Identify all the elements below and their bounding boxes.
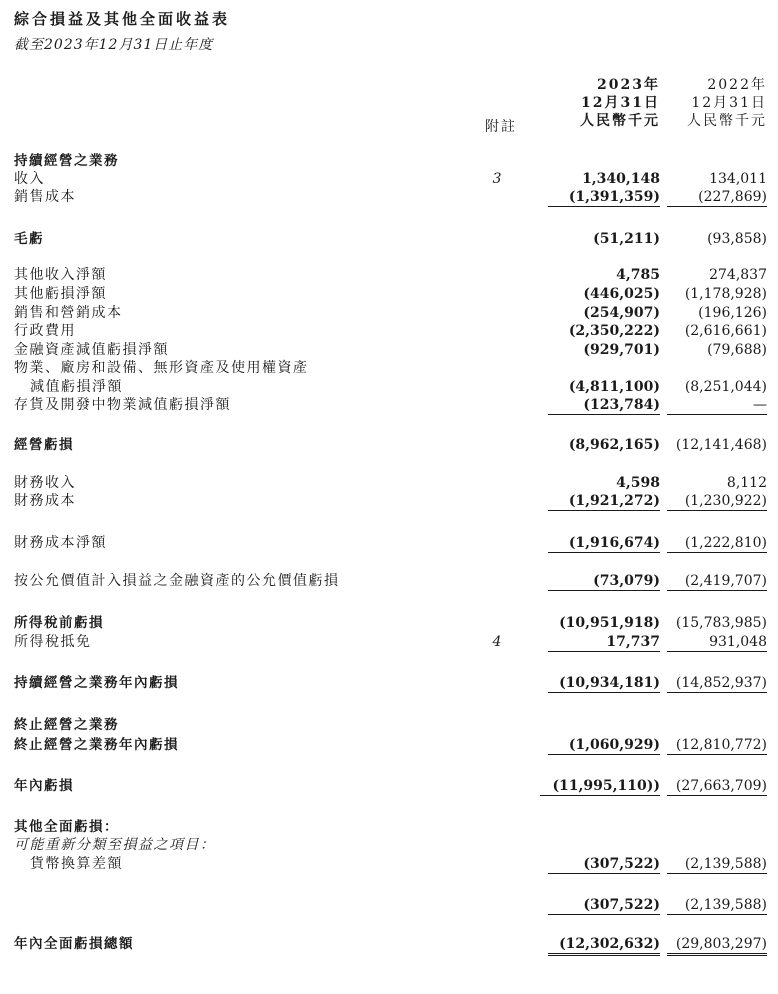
row-label: 其他虧損淨額 <box>14 286 107 302</box>
row-current-year-value: 17,737 <box>548 633 660 652</box>
row-label: 物業、廠房和設備、無形資產及使用權資產 <box>14 360 309 376</box>
row-prior-year-value: (196,126) <box>698 305 767 321</box>
row-current-year-value: (446,025) <box>583 286 660 302</box>
row-financial-asset-impairment <box>0 341 778 359</box>
row-prior-year-value: (15,783,985) <box>675 615 767 631</box>
row-label: 年內全面虧損總額 <box>14 936 134 952</box>
row-prior-year-value: (12,810,772) <box>667 736 767 755</box>
row-continuing-loss-for-year <box>0 674 778 692</box>
row-label: 持續經營之業務 <box>14 153 119 169</box>
row-current-year-value: (307,522) <box>548 855 660 874</box>
row-discontinued-loss-for-year <box>0 736 778 754</box>
row-current-year-value: (123,784) <box>548 396 660 415</box>
row-finance-costs-net <box>0 534 778 552</box>
row-current-year-value: (1,921,272) <box>548 492 660 511</box>
row-reclassifiable-items-heading <box>0 836 778 854</box>
row-prior-year-value: (2,139,588) <box>667 855 767 874</box>
row-label: 所得稅前虧損 <box>14 615 104 631</box>
row-note: 4 <box>492 634 502 650</box>
row-label: 存貨及開發中物業減值虧損淨額 <box>14 397 231 413</box>
row-revenue <box>0 170 778 188</box>
row-current-year-value: (929,701) <box>583 342 660 358</box>
row-continuing-operations-heading <box>0 152 778 170</box>
row-loss-before-tax <box>0 614 778 632</box>
row-prior-year-value: (12,141,468) <box>675 437 767 453</box>
row-label: 貨幣換算差額 <box>30 856 123 872</box>
row-label: 持續經營之業務年內虧損 <box>14 675 179 691</box>
current-year-header-unit: 人民幣千元 <box>580 113 660 129</box>
row-other-comprehensive-subtotal <box>0 896 778 914</box>
row-prior-year-value: (8,251,044) <box>684 379 767 395</box>
row-prior-year-value: (1,230,922) <box>667 492 767 511</box>
row-prior-year-value: (2,419,707) <box>667 572 767 591</box>
row-prior-year-value: 134,011 <box>709 171 767 187</box>
row-label: 減值虧損淨額 <box>30 379 123 395</box>
row-prior-year-value: 8,112 <box>726 475 767 491</box>
row-selling-marketing-costs <box>0 304 778 322</box>
row-income-tax-credit <box>0 633 778 651</box>
row-current-year-value: (10,951,918) <box>559 615 660 631</box>
row-loss-for-year <box>0 777 778 795</box>
row-label: 年內虧損 <box>14 778 74 794</box>
row-finance-income <box>0 474 778 492</box>
current-year-header-date: 12月31日 <box>581 95 660 111</box>
row-prior-year-value: (14,852,937) <box>667 674 767 693</box>
row-operating-loss <box>0 436 778 454</box>
row-fair-value-loss <box>0 572 778 590</box>
row-total-comprehensive-loss <box>0 935 778 953</box>
row-current-year-value: (1,391,359) <box>548 188 660 207</box>
row-current-year-value: (307,522) <box>548 896 660 915</box>
row-label: 財務成本淨額 <box>14 535 107 551</box>
row-label: 金融資產減值虧損淨額 <box>14 342 169 358</box>
row-current-year-value: 4,785 <box>616 267 660 283</box>
row-prior-year-value: (1,222,810) <box>667 534 767 553</box>
row-prior-year-value: (2,616,661) <box>684 323 767 339</box>
row-current-year-value: (4,811,100) <box>568 379 660 395</box>
row-label: 其他收入淨額 <box>14 267 107 283</box>
note-column-header: 附註 <box>485 119 517 135</box>
row-discontinued-operations-heading <box>0 716 778 734</box>
row-current-year-value: (2,350,222) <box>568 323 660 339</box>
row-label: 行政費用 <box>14 323 76 339</box>
statement-title: 綜合損益及其他全面收益表 <box>14 10 231 28</box>
row-current-year-value: (254,907) <box>583 305 660 321</box>
row-currency-translation <box>0 855 778 873</box>
prior-year-header-year: 2022年 <box>707 77 767 93</box>
row-ppe-impairment-heading <box>0 359 778 377</box>
row-prior-year-value: — <box>667 396 767 415</box>
row-prior-year-value: (2,139,588) <box>667 896 767 915</box>
current-year-header <box>580 76 660 130</box>
row-prior-year-value: (27,663,709) <box>667 777 767 796</box>
row-label: 經營虧損 <box>14 437 74 453</box>
prior-year-header <box>687 76 767 130</box>
row-current-year-value: (11,995,110)) <box>540 777 660 796</box>
row-current-year-value: (8,962,165) <box>568 437 660 453</box>
row-prior-year-value: (1,178,928) <box>684 286 767 302</box>
row-label: 終止經營之業務 <box>14 717 119 733</box>
row-label: 毛虧 <box>14 231 44 247</box>
row-label: 銷售和營銷成本 <box>14 305 123 321</box>
row-administrative-expenses <box>0 322 778 340</box>
row-label: 可能重新分類至損益之項目： <box>14 837 216 853</box>
row-other-income-net <box>0 266 778 284</box>
row-ppe-impairment <box>0 378 778 396</box>
row-inventory-impairment <box>0 396 778 414</box>
row-current-year-value: (73,079) <box>548 572 660 591</box>
row-other-losses-net <box>0 285 778 303</box>
row-other-comprehensive-loss-heading <box>0 818 778 836</box>
row-cost-of-sales <box>0 188 778 206</box>
row-label: 收入 <box>14 171 45 187</box>
current-year-header-year: 2023年 <box>597 77 660 93</box>
row-current-year-value: (1,060,929) <box>548 736 660 755</box>
row-label: 銷售成本 <box>14 189 76 205</box>
row-prior-year-value: 931,048 <box>667 633 767 652</box>
row-label: 所得稅抵免 <box>14 634 92 650</box>
row-prior-year-value: (93,858) <box>707 231 767 247</box>
row-label: 財務成本 <box>14 493 76 509</box>
row-finance-costs <box>0 492 778 510</box>
row-label: 按公允價值計入損益之金融資產的公允價值虧損 <box>14 573 340 589</box>
row-prior-year-value: (227,869) <box>667 188 767 207</box>
row-current-year-value: (51,211) <box>593 231 660 247</box>
row-label: 終止經營之業務年內虧損 <box>14 737 179 753</box>
row-prior-year-value: (29,803,297) <box>667 935 767 956</box>
row-current-year-value: (10,934,181) <box>548 674 660 693</box>
row-note: 3 <box>492 171 502 187</box>
row-prior-year-value: (79,688) <box>707 342 767 358</box>
row-label: 其他全面虧損： <box>14 819 119 835</box>
row-current-year-value: 4,598 <box>616 475 660 491</box>
row-current-year-value: (1,916,674) <box>548 534 660 553</box>
row-current-year-value: (12,302,632) <box>548 935 660 956</box>
prior-year-header-date: 12月31日 <box>691 95 767 111</box>
row-label: 財務收入 <box>14 475 76 491</box>
prior-year-header-unit: 人民幣千元 <box>687 113 767 129</box>
row-current-year-value: 1,340,148 <box>582 171 660 187</box>
statement-period: 截至2023年12月31日止年度 <box>14 37 214 53</box>
row-gross-loss <box>0 230 778 248</box>
row-prior-year-value: 274,837 <box>709 267 767 283</box>
